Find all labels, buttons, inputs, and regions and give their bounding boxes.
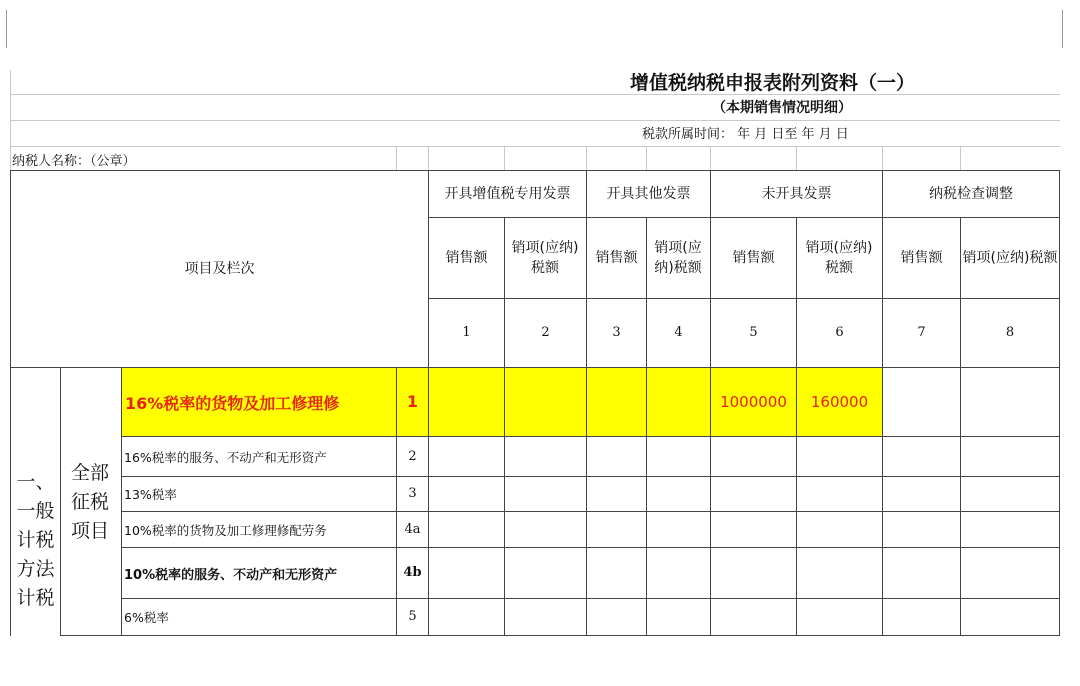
row-label: 6%税率: [124, 610, 169, 625]
subheader-tax-2: 销项(应纳)税额: [511, 240, 579, 276]
subheader-tax-6: 销项(应纳)税额: [805, 240, 873, 276]
column-number: 3: [612, 325, 621, 340]
row-number: 4b: [403, 565, 422, 580]
column-number: 5: [749, 325, 758, 340]
gridline: [10, 146, 1060, 147]
row-number: 5: [408, 609, 417, 624]
grid-line: [60, 635, 1060, 636]
column-number: 7: [917, 325, 926, 340]
gridline: [882, 146, 883, 170]
column-number: 1: [462, 325, 471, 340]
row-number: 3: [408, 486, 417, 501]
grid-line: [1059, 170, 1060, 636]
category-general-method: 一、一般计税方法计税: [16, 470, 55, 609]
row-label: 13%税率: [124, 487, 177, 502]
group-header-vat-special-invoice: 开具增值税专用发票: [444, 186, 571, 202]
category-all-taxable-items: 全部征税项目: [70, 462, 109, 542]
grid-line: [121, 367, 122, 636]
subheader-sales-7: 销售额: [900, 250, 943, 266]
row-label: 10%税率的服务、不动产和无形资产: [124, 567, 338, 583]
gridline: [10, 70, 11, 170]
gridline: [960, 146, 961, 170]
subheader-tax-8: 销项(应纳)税额: [962, 250, 1058, 266]
column-number: 2: [541, 325, 550, 340]
gridline: [428, 146, 429, 170]
gridline: [10, 120, 1060, 121]
form-title: 增值税纳税申报表附列资料（一）: [630, 72, 916, 94]
subheader-sales-5: 销售额: [732, 250, 775, 266]
form-subtitle: （本期销售情况明细）: [712, 100, 852, 116]
column-number: 8: [1005, 325, 1015, 340]
grid-line: [504, 217, 505, 636]
taxpayer-name-label: 纳税人名称：（公章）: [12, 154, 136, 169]
row-1-col-5: 1000000: [720, 393, 787, 411]
window-edge-right: [1062, 10, 1063, 48]
item-column-header: 项目及栏次: [184, 261, 255, 277]
row-label: 10%税率的货物及加工修理修配劳务: [124, 522, 327, 538]
gridline: [586, 146, 587, 170]
row-number: 1: [406, 392, 419, 411]
group-header-no-invoice: 未开具发票: [761, 186, 832, 202]
column-number: 4: [674, 325, 683, 340]
tax-period: 税款所属时间： 年 月 日至 年 月 日: [642, 127, 849, 142]
gridline: [646, 146, 647, 170]
window-edge-left: [6, 10, 7, 48]
subheader-tax-4: 销项(应纳)税额: [654, 240, 702, 276]
grid-line: [646, 217, 647, 636]
gridline: [396, 146, 397, 170]
grid-line: [60, 367, 61, 636]
gridline: [504, 146, 505, 170]
row-number: 2: [408, 448, 417, 464]
row-label: 16%税率的货物及加工修理修: [125, 393, 340, 413]
gridline: [710, 146, 711, 170]
subheader-sales-3: 销售额: [595, 250, 638, 266]
column-number: 6: [835, 325, 844, 340]
gridline: [796, 146, 797, 170]
group-header-other-invoice: 开具其他发票: [606, 186, 691, 202]
row-1-col-6: 160000: [810, 393, 869, 411]
row-number: 4a: [404, 521, 421, 537]
group-header-tax-inspection: 纳税检查调整: [929, 186, 1013, 202]
subheader-sales-1: 销售额: [445, 250, 488, 266]
row-label: 16%税率的服务、不动产和无形资产: [124, 449, 327, 465]
